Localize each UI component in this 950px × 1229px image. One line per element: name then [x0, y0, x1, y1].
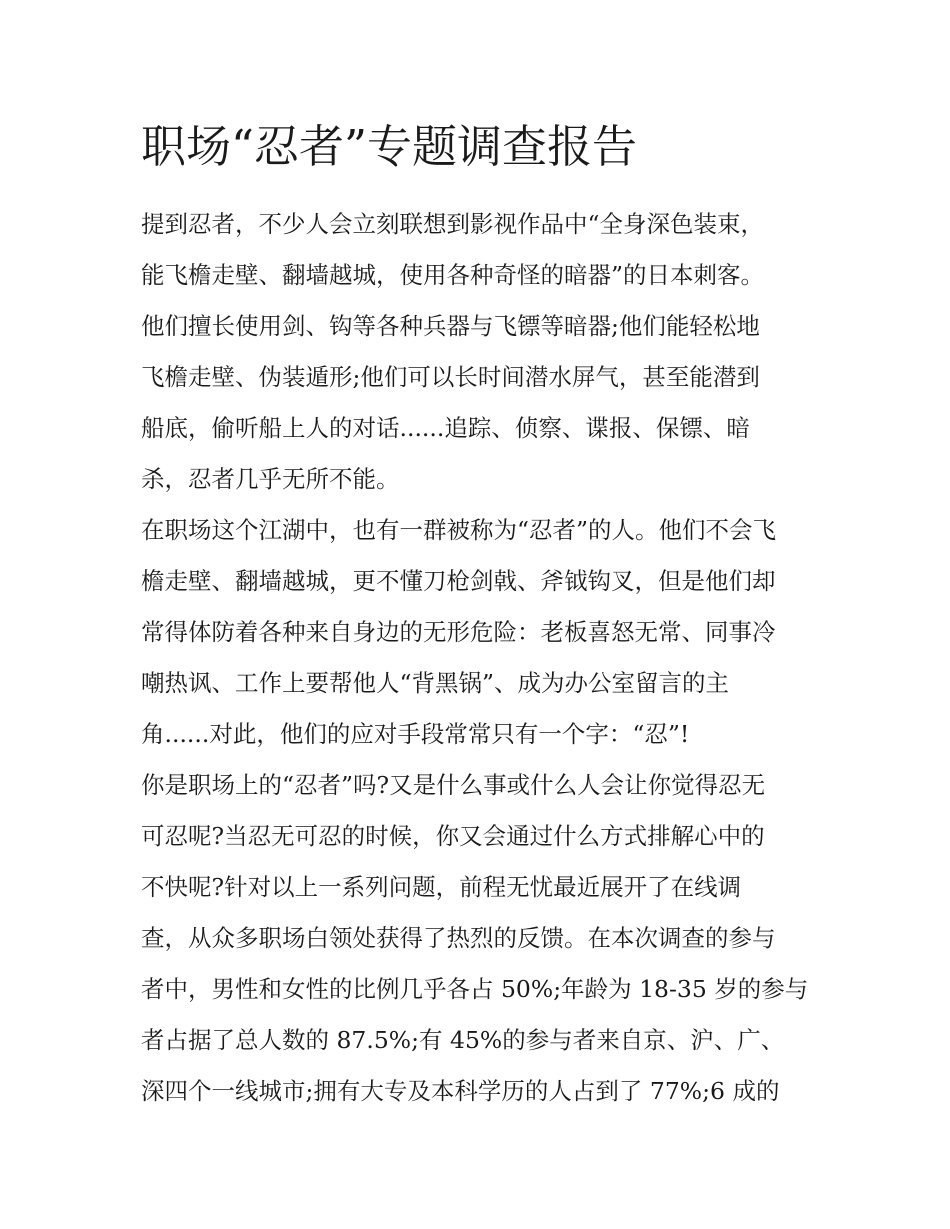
body-line: 嘲热讽、工作上要帮他人“背黑锅”、成为办公室留言的主 [141, 669, 730, 697]
body-line: 在职场这个江湖中，也有一群被称为“忍者”的人。他们不会飞 [141, 516, 777, 544]
body-line: 飞檐走壁、伪装遁形;他们可以长时间潜水屏气，甚至能潜到 [141, 363, 760, 391]
body-line: 者占据了总人数的 87.5%;有 45%的参与者来自京、沪、广、 [141, 1026, 785, 1054]
body-line: 你是职场上的“忍者”吗?又是什么事或什么人会让你觉得忍无 [141, 771, 766, 799]
body-line: 常得体防着各种来自身边的无形危险：老板喜怒无常、同事冷 [141, 618, 776, 646]
body-line: 者中，男性和女性的比例几乎各占 50%;年龄为 18-35 岁的参与 [141, 975, 809, 1003]
page-title: 职场“忍者”专题调查报告 [141, 120, 638, 173]
body-line: 不快呢?针对以上一系列问题，前程无忧最近展开了在线调 [141, 873, 742, 901]
body-line: 提到忍者，不少人会立刻联想到影视作品中“全身深色装束， [141, 210, 765, 238]
document-body [141, 199, 821, 1117]
body-line: 角......对此，他们的应对手段常常只有一个字：“忍”! [141, 720, 690, 748]
body-line: 深四个一线城市;拥有大专及本科学历的人占到了 77%;6 成的 [141, 1077, 780, 1105]
body-line: 查，从众多职场白领处获得了热烈的反馈。在本次调查的参与 [141, 924, 776, 952]
body-line: 能飞檐走壁、翻墙越城，使用各种奇怪的暗器”的日本刺客。 [141, 261, 765, 289]
body-line: 杀，忍者几乎无所不能。 [141, 465, 400, 493]
body-line: 船底，偷听船上人的对话......追踪、侦察、谍报、保镖、暗 [141, 414, 750, 442]
body-line: 他们擅长使用剑、钩等各种兵器与飞镖等暗器;他们能轻松地 [141, 312, 760, 340]
body-line: 可忍呢?当忍无可忍的时候，你又会通过什么方式排解心中的 [141, 822, 765, 850]
body-line: 檐走壁、翻墙越城，更不懂刀枪剑戟、斧钺钩叉，但是他们却 [141, 567, 776, 595]
